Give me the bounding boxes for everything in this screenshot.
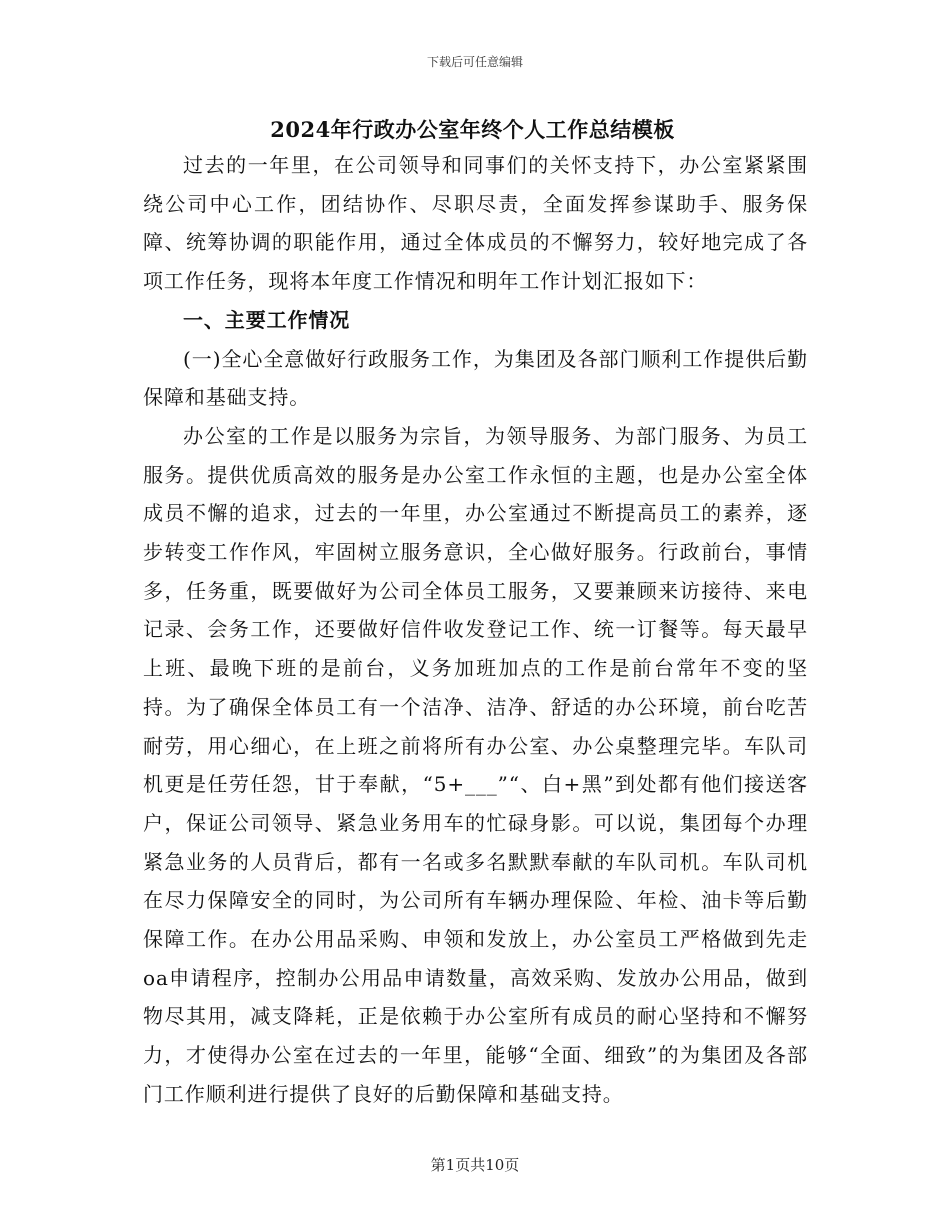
section-heading: 一、主要工作情况 bbox=[183, 307, 351, 332]
document-body bbox=[143, 146, 808, 1114]
document-title: 2024年行政办公室年终个人工作总结模板 bbox=[270, 117, 675, 142]
body-paragraph: 办公室的工作是以服务为宗旨，为领导服务、为部门服务、为员工服务。提供优质高效的服务是办公室工作永恒的主题，也是办公室全体成员不懈的追求，过去的一年里，办公室通过不断提高员工的素养，逐步转变工作作风，牢固树立服务意识，全心做好服务。行政前台，事情多，任务重，既要做好为公司全体员工服务，又要兼顾来访接待、来电记录、会务工作，还要做好信件收发登记工作、统一订餐等。每天最早上班、最晚下班的是前台，义务加班加点的工作是前台常年不变的坚持。为了确保全体员工有一个洁净、洁净、舒适的办公环境，前台吃苦耐劳，用心细心，在上班之前将所有办公室、办公桌整理完毕。车队司机更是任劳任怨，甘于奉献，“5+___”“、白+黑”到处都有他们接送客户，保证公司领导、紧急业务用车的忙碌身影。可以说，集团每个办理紧急业务的人员背后，都有一名或多名默默奉献的车队司机。车队司机在尽力保障安全的同时，为公司所有车辆办理保险、年检、油卡等后勤保障工作。在办公用品采购、申领和发放上，办公室员工严格做到先走oa申请程序，控制办公用品申请数量，高效采购、发放办公用品，做到物尽其用，减支降耗，正是依赖于办公室所有成员的耐心坚持和不懈努力，才使得办公室在过去的一年里，能够“全面、细致”的为集团及各部门工作顺利进行提供了良好的后勤保障和基础支持。 bbox=[143, 423, 808, 1106]
subsection-heading: (一)全心全意做好行政服务工作，为集团及各部门顺利工作提供后勤保障和基础支持。 bbox=[143, 346, 808, 410]
page-number: 第1页共10页 bbox=[430, 1156, 520, 1174]
header-note: 下载后可任意编辑 bbox=[426, 55, 523, 69]
intro-paragraph: 过去的一年里，在公司领导和同事们的关怀支持下，办公室紧紧围绕公司中心工作，团结协作、尽职尽责，全面发挥参谋助手、服务保障、统筹协调的职能作用，通过全体成员的不懈努力，较好地完成了各项工作任务，现将本年度工作情况和明年工作计划汇报如下： bbox=[143, 153, 808, 294]
